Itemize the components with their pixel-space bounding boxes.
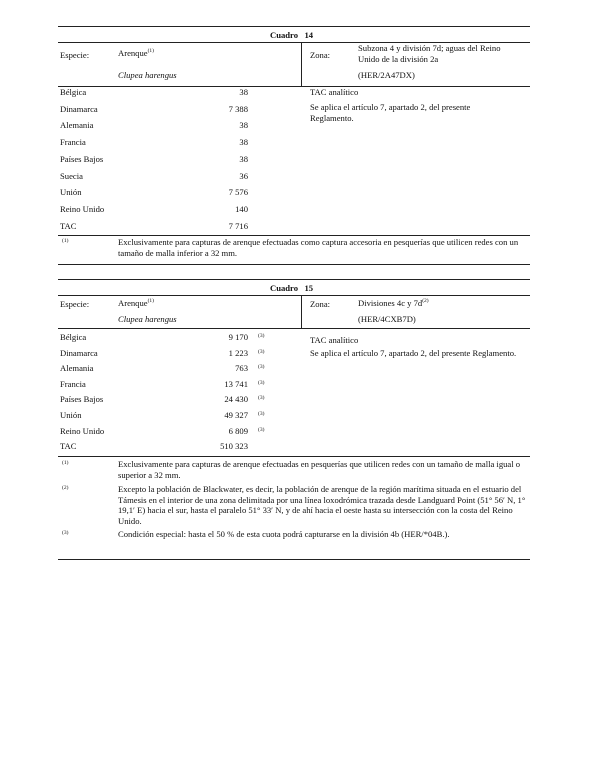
species-zone-divider <box>301 295 302 328</box>
footnote-ref: (3) <box>258 364 265 371</box>
species-latin: Clupea harengus <box>118 70 177 80</box>
quota-value: 1 223 <box>228 347 248 358</box>
quota-value: 7 576 <box>228 187 248 198</box>
species-zone-divider <box>301 42 302 86</box>
country-name: Países Bajos <box>60 394 104 405</box>
bottom-rule <box>58 264 530 265</box>
footnote-mark: (2) <box>62 485 69 491</box>
table-number: 15 <box>304 283 314 293</box>
footnote-mark: (1) <box>62 460 69 466</box>
country-name: Francia <box>60 378 86 389</box>
zone-code: (HER/2A47DX) <box>358 70 415 80</box>
country-name: TAC <box>60 220 77 231</box>
zone-label: Zona: <box>310 299 331 309</box>
footnote-text: Condición especial: hasta el 50 % de esta cuota podrá capturarse en la división 4b (HER/*04B.). <box>118 529 450 539</box>
quota-value: 38 <box>239 153 248 164</box>
country-name: Países Bajos <box>60 153 104 164</box>
species-rule <box>58 86 530 87</box>
quota-value: 510 323 <box>220 441 248 452</box>
footnote-rule <box>58 235 530 236</box>
table-label: Cuadro <box>270 283 299 293</box>
header-rule <box>58 295 530 296</box>
quota-value: 36 <box>239 170 248 181</box>
table-number: 14 <box>304 30 314 40</box>
table-heading <box>270 30 313 41</box>
country-name: Bélgica <box>60 332 87 342</box>
country-name: Dinamarca <box>60 347 98 358</box>
species-label: Especie: <box>60 299 90 309</box>
tac-type: TAC analítico <box>310 335 359 345</box>
species-name: Arenque$^{(1)}$ <box>118 48 155 58</box>
footnote-ref: (3) <box>258 348 265 355</box>
quota-value: 38 <box>239 87 248 97</box>
footnote-ref: (3) <box>258 426 265 433</box>
species-label: Especie: <box>60 50 90 60</box>
species-name: Arenque$^{(1)}$ <box>118 298 155 308</box>
top-rule <box>58 26 530 27</box>
tac-type: TAC analítico <box>310 87 359 97</box>
table-label: Cuadro <box>270 30 299 40</box>
quota-value: 763 <box>235 363 248 374</box>
country-name: TAC <box>60 441 77 452</box>
quota-value: 38 <box>239 120 248 131</box>
quota-value: 7 716 <box>228 220 248 231</box>
zone-name: Divisiones 4c y $7d^{(2)}$ <box>358 298 429 308</box>
table-heading <box>270 283 313 294</box>
cuadro-15 <box>58 279 530 561</box>
quota-value: 38 <box>239 137 248 148</box>
country-name: Unión <box>60 410 82 420</box>
footnote-text: Exclusivamente para capturas de arenque efectuadas como captura accesoria en pesquerías que utilicen redes con un tamaño de malla inferior a 32 mm. <box>118 237 519 258</box>
country-name: Suecia <box>60 170 83 181</box>
footnote-text: Exclusivamente para capturas de arenque efectuadas en pesquerías que utilicen redes con un tamaño de malla igual o superior a 32 mm. <box>118 459 521 480</box>
quota-value: 13 741 <box>224 378 248 389</box>
country-name: Unión <box>60 187 82 198</box>
quota-value: 49 327 <box>224 410 248 420</box>
species-rule <box>58 328 530 329</box>
quota-value: 140 <box>235 203 248 214</box>
footnote-ref: (3) <box>258 395 265 402</box>
footnote-mark: (3) <box>62 530 69 536</box>
country-name: Alemania <box>60 120 94 131</box>
article-note: Se aplica el artículo 7, apartado 2, del presente Reglamento. <box>310 102 471 123</box>
zone-code: (HER/4CXB7D) <box>358 314 416 324</box>
country-name: Dinamarca <box>60 103 98 114</box>
country-name: Alemania <box>60 363 94 374</box>
quota-value: 7 388 <box>228 103 248 114</box>
footnote-ref: (3) <box>258 333 265 339</box>
country-name: Reino Unido <box>60 203 105 214</box>
footnote-ref: (3) <box>258 411 265 417</box>
quota-value: 24 430 <box>224 394 248 405</box>
quota-value: 6 809 <box>228 425 248 436</box>
country-name: Bélgica <box>60 87 87 97</box>
country-name: Reino Unido <box>60 425 105 436</box>
article-note: Se aplica el artículo 7, apartado 2, del presente Reglamento. <box>310 348 517 358</box>
footnote-rule <box>58 456 530 457</box>
zone-label: Zona: <box>310 50 331 60</box>
bottom-rule <box>58 559 530 560</box>
footnote-mark: (1) <box>62 238 69 244</box>
quota-value: 9 170 <box>228 332 248 342</box>
country-name: Francia <box>60 137 86 148</box>
species-latin: Clupea harengus <box>118 314 177 324</box>
footnote-text: Excepto la población de Blackwater, es decir, la población de arenque de la región marítima situada en el estuario del Támesis en el interior de una zona delimitada por una línea loxodrómica trazada desde Landguard Point (51° 56′ N, 1° 19,1′ E) hacia el sur, hasta el paralelo 51° 33′ N, y de ahí hacia el oeste hasta su intersección con la costa del Reino Unido. <box>118 484 526 526</box>
cuadro-14 <box>58 26 530 266</box>
top-rule <box>58 279 530 280</box>
zone-name: Subzona 4 y división 7d; aguas del Reino Unido de la división 2a <box>358 43 501 64</box>
footnote-ref: (3) <box>258 379 265 386</box>
